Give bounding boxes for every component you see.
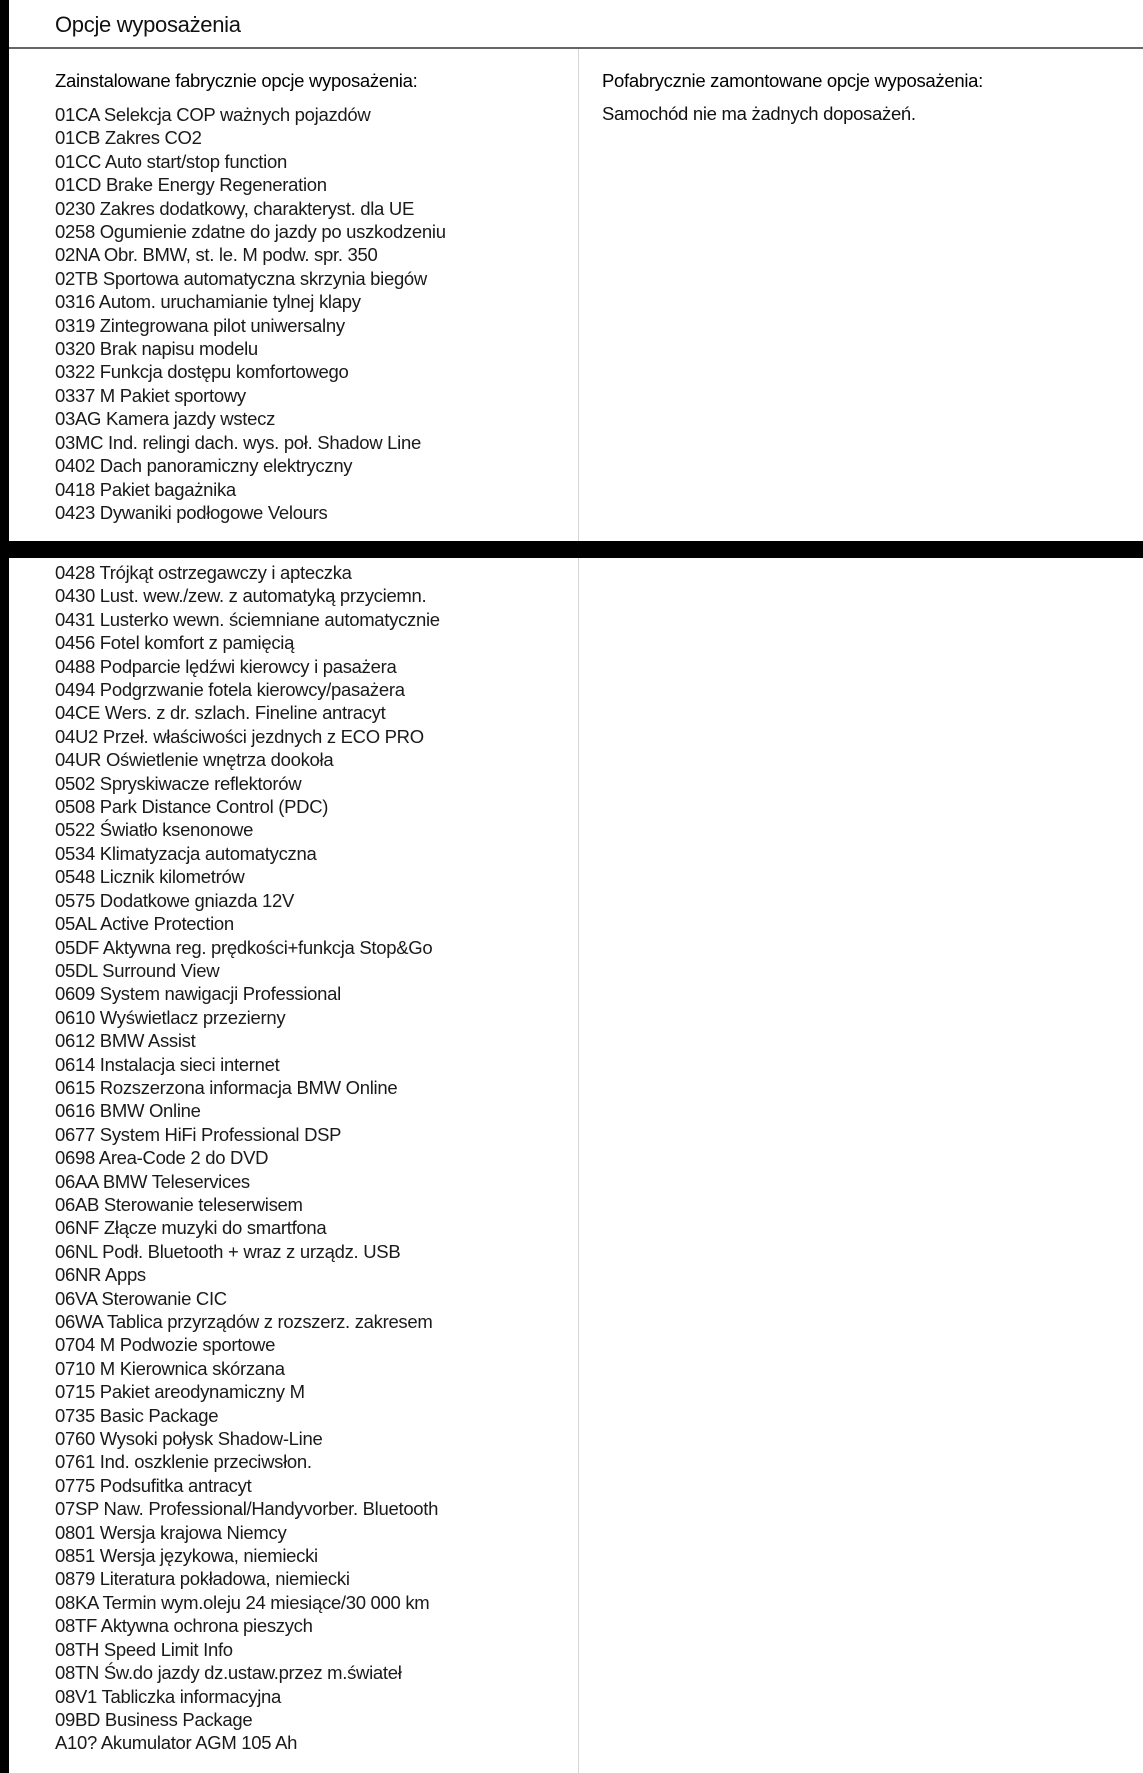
option-item: 0615 Rozszerzona informacja BMW Online bbox=[55, 1076, 398, 1098]
option-item: 08KA Termin wym.oleju 24 miesiące/30 000 km bbox=[55, 1591, 430, 1613]
option-item: 06AB Sterowanie teleserwisem bbox=[55, 1193, 303, 1215]
aftermarket-options-note: Samochód nie ma żadnych doposażeń. bbox=[602, 103, 916, 124]
option-item: 0879 Literatura pokładowa, niemiecki bbox=[55, 1568, 350, 1590]
option-item: 01CA Selekcja COP ważnych pojazdów bbox=[55, 104, 371, 125]
column-divider bbox=[578, 49, 579, 541]
option-item: 0534 Klimatyzacja automatyczna bbox=[55, 842, 317, 864]
column-divider bbox=[578, 558, 579, 1773]
option-item: A10? Akumulator AGM 105 Ah bbox=[55, 1732, 298, 1754]
option-item: 0316 Autom. uruchamianie tylnej klapy bbox=[55, 291, 361, 313]
option-item: 0760 Wysoki połysk Shadow-Line bbox=[55, 1428, 323, 1450]
option-item: 08TN Św.do jazdy dz.ustaw.przez m.świateł bbox=[55, 1662, 402, 1684]
option-item: 0402 Dach panoramiczny elektryczny bbox=[55, 455, 353, 477]
option-item: 0851 Wersja językowa, niemiecki bbox=[55, 1545, 318, 1567]
option-item: 0698 Area-Code 2 do DVD bbox=[55, 1147, 269, 1169]
option-item: 0775 Podsufitka antracyt bbox=[55, 1474, 252, 1496]
option-item: 06NF Złącze muzyki do smartfona bbox=[55, 1217, 327, 1239]
option-item: 0735 Basic Package bbox=[55, 1404, 219, 1426]
option-item: 0614 Instalacja sieci internet bbox=[55, 1053, 280, 1075]
option-item: 01CD Brake Energy Regeneration bbox=[55, 174, 327, 196]
option-item: 0431 Lusterko wewn. ściemniane automatycznie bbox=[55, 608, 440, 630]
option-item: 0801 Wersja krajowa Niemcy bbox=[55, 1521, 287, 1543]
option-item: 01CB Zakres CO2 bbox=[55, 127, 202, 149]
option-item: 0494 Podgrzwanie fotela kierowcy/pasażera bbox=[55, 679, 405, 701]
option-item: 0616 BMW Online bbox=[55, 1100, 201, 1122]
option-item: 0418 Pakiet bagażnika bbox=[55, 478, 236, 500]
option-item: 0258 Ogumienie zdatne do jazdy po uszkodzeniu bbox=[55, 221, 446, 243]
option-item: 0230 Zakres dodatkowy, charakteryst. dla UE bbox=[55, 197, 414, 219]
option-item: 02TB Sportowa automatyczna skrzynia biegów bbox=[55, 267, 427, 289]
option-item: 0522 Światło ksenonowe bbox=[55, 819, 254, 841]
option-item: 0428 Trójkąt ostrzegawczy i apteczka bbox=[55, 562, 352, 583]
option-item: 03AG Kamera jazdy wstecz bbox=[55, 408, 276, 430]
option-item: 05DF Aktywna reg. prędkości+funkcja Stop&Go bbox=[55, 936, 433, 958]
option-item: 0704 M Podwozie sportowe bbox=[55, 1334, 276, 1356]
option-item: 0612 BMW Assist bbox=[55, 1030, 196, 1052]
option-item: 08TH Speed Limit Info bbox=[55, 1638, 233, 1660]
option-item: 07SP Naw. Professional/Handyvorber. Bluetooth bbox=[55, 1498, 439, 1520]
title-divider bbox=[9, 47, 1143, 49]
option-item: 0488 Podparcie lędźwi kierowcy i pasażera bbox=[55, 655, 397, 677]
option-item: 0319 Zintegrowana pilot uniwersalny bbox=[55, 314, 345, 336]
option-item: 0715 Pakiet areodynamiczny M bbox=[55, 1381, 305, 1403]
aftermarket-options-heading: Pofabrycznie zamontowane opcje wyposażenia: bbox=[602, 70, 983, 91]
option-item: 0710 M Kierownica skórzana bbox=[55, 1357, 285, 1379]
option-item: 04U2 Przeł. właściwości jezdnych z ECO PRO bbox=[55, 725, 424, 747]
option-item: 0423 Dywaniki podłogowe Velours bbox=[55, 501, 328, 523]
option-item: 06AA BMW Teleservices bbox=[55, 1170, 250, 1192]
option-item: 05AL Active Protection bbox=[55, 913, 234, 935]
option-item: 0610 Wyświetlacz przezierny bbox=[55, 1006, 286, 1028]
option-item: 0320 Brak napisu modelu bbox=[55, 338, 258, 360]
option-item: 08TF Aktywna ochrona pieszych bbox=[55, 1615, 313, 1637]
option-item: 04CE Wers. z dr. szlach. Fineline antracyt bbox=[55, 702, 386, 724]
factory-options-heading: Zainstalowane fabrycznie opcje wyposażenia: bbox=[55, 70, 418, 91]
option-item: 08V1 Tabliczka informacyjna bbox=[55, 1685, 282, 1707]
option-item: 0502 Spryskiwacze reflektorów bbox=[55, 772, 302, 794]
factory-options-list-part2 bbox=[55, 561, 440, 1755]
section-title: Opcje wyposażenia bbox=[55, 12, 241, 37]
option-item: 0337 M Pakiet sportowy bbox=[55, 384, 246, 406]
option-item: 04UR Oświetlenie wnętrza dookoła bbox=[55, 749, 334, 771]
option-item: 0677 System HiFi Professional DSP bbox=[55, 1123, 342, 1145]
option-item: 0548 Licznik kilometrów bbox=[55, 866, 245, 888]
option-item: 06VA Sterowanie CIC bbox=[55, 1287, 227, 1309]
option-item: 06NL Podł. Bluetooth + wraz z urządz. USB bbox=[55, 1240, 401, 1262]
factory-options-list-part1 bbox=[55, 103, 446, 524]
option-item: 0508 Park Distance Control (PDC) bbox=[55, 796, 329, 818]
option-item: 06NR Apps bbox=[55, 1264, 146, 1286]
options-sheet-page-2 bbox=[9, 558, 1143, 1773]
option-item: 0430 Lust. wew./zew. z automatyką przyciemn. bbox=[55, 585, 427, 607]
option-item: 05DL Surround View bbox=[55, 959, 220, 981]
option-item: 0609 System nawigacji Professional bbox=[55, 983, 341, 1005]
option-item: 01CC Auto start/stop function bbox=[55, 150, 287, 172]
options-sheet-page-1 bbox=[9, 0, 1143, 541]
option-item: 0322 Funkcja dostępu komfortowego bbox=[55, 361, 349, 383]
option-item: 02NA Obr. BMW, st. le. M podw. spr. 350 bbox=[55, 244, 378, 266]
option-item: 03MC Ind. relingi dach. wys. poł. Shadow Line bbox=[55, 431, 421, 453]
option-item: 09BD Business Package bbox=[55, 1708, 253, 1730]
option-item: 0575 Dodatkowe gniazda 12V bbox=[55, 889, 295, 911]
option-item: 0456 Fotel komfort z pamięcią bbox=[55, 632, 295, 654]
option-item: 06WA Tablica przyrządów z rozszerz. zakresem bbox=[55, 1311, 433, 1332]
option-item: 0761 Ind. oszklenie przeciwsłon. bbox=[55, 1451, 312, 1473]
